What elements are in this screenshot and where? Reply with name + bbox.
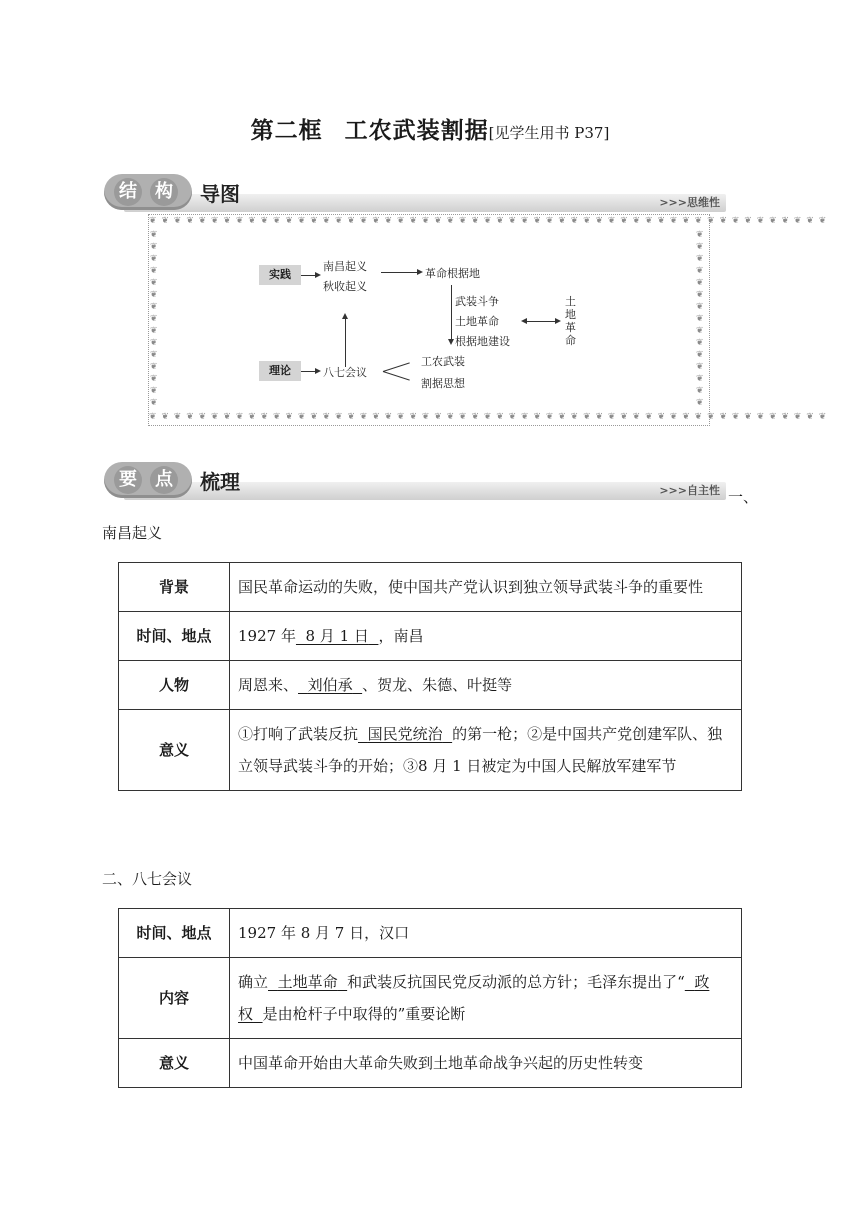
row-key: 意义 bbox=[119, 1039, 230, 1088]
row-value bbox=[230, 661, 742, 710]
page-title bbox=[0, 112, 860, 145]
table-row bbox=[119, 958, 742, 1039]
row-value: 国民革命运动的失败，使中国共产党认识到独立领导武装斗争的重要性 bbox=[230, 563, 742, 612]
arrow bbox=[555, 318, 561, 324]
text: 的第一枪；②是中国共产党创建军队、独立领导武装斗争的开始；③8 月 1 日被定为中国人民解放军建军节 bbox=[238, 725, 723, 775]
node-base-building: 根据地建设 bbox=[455, 335, 510, 348]
nanchang-table bbox=[118, 562, 742, 791]
blank-answer: 政权 bbox=[238, 973, 710, 1023]
blank-answer: 国民党统治 bbox=[367, 725, 443, 743]
banner-badge bbox=[104, 462, 192, 498]
node-idea-line1: 工农武装 bbox=[421, 355, 465, 368]
table-row bbox=[119, 909, 742, 958]
row-value: 中国革命开始由大革命失败到土地革命战争兴起的历史性转变 bbox=[230, 1039, 742, 1088]
connector bbox=[451, 285, 452, 341]
connector bbox=[527, 321, 557, 322]
text: 周恩来、 bbox=[238, 676, 299, 694]
arrow bbox=[315, 272, 321, 278]
fill-blank bbox=[358, 725, 452, 743]
key-points-banner bbox=[104, 460, 726, 508]
fill-blank bbox=[298, 676, 362, 694]
decorative-border-left: ❦❦❦❦❦❦❦❦❦❦❦❦❦❦❦ bbox=[150, 230, 158, 408]
row-value bbox=[230, 612, 742, 661]
table-row bbox=[119, 1039, 742, 1088]
badge-char: 结 bbox=[114, 178, 142, 206]
blank-answer: 刘伯承 bbox=[307, 676, 353, 694]
node-idea-line2: 割据思想 bbox=[421, 377, 465, 390]
row-key: 意义 bbox=[119, 710, 230, 791]
title-sub: 工农武装割据 bbox=[344, 118, 489, 144]
node-land-revolution-vertical: 土地革命 bbox=[565, 295, 576, 347]
text: 是由枪杆子中取得的”重要论断 bbox=[262, 1005, 466, 1023]
connector bbox=[383, 362, 410, 372]
connector bbox=[345, 317, 346, 367]
practice-label: 实践 bbox=[259, 265, 301, 285]
row-key: 时间、地点 bbox=[119, 909, 230, 958]
row-value: 1927 年 8 月 7 日，汉口 bbox=[230, 909, 742, 958]
connector bbox=[383, 371, 410, 381]
decorative-border-bottom: ❦ ❦ ❦ ❦ ❦ ❦ ❦ ❦ ❦ ❦ ❦ ❦ ❦ ❦ ❦ ❦ ❦ ❦ ❦ ❦ ❦ ❦ ❦ ❦ ❦ ❦ ❦ ❦ ❦ ❦ ❦ ❦ ❦ ❦ ❦ ❦ ❦ ❦ ❦ ❦ ❦ ❦ ❦ ❦ ❦ ❦ ❦ ❦ ❦ ❦ ❦ ❦ ❦ ❦ ❦ bbox=[149, 412, 828, 422]
node-nanchang: 南昌起义 bbox=[323, 260, 367, 273]
row-key: 时间、地点 bbox=[119, 612, 230, 661]
text: 确立 bbox=[238, 973, 269, 991]
structure-diagram bbox=[148, 214, 828, 426]
row-key: 人物 bbox=[119, 661, 230, 710]
banner-word: 梳理 bbox=[200, 470, 240, 494]
badge-char: 点 bbox=[150, 466, 178, 494]
table-row bbox=[119, 612, 742, 661]
text: ①打响了武装反抗 bbox=[238, 725, 359, 743]
row-key: 背景 bbox=[119, 563, 230, 612]
blank-answer: 8 月 1 日 bbox=[305, 627, 369, 645]
badge-char: 要 bbox=[114, 466, 142, 494]
part1-heading: 南昌起义 bbox=[102, 524, 163, 542]
title-main: 第二框 bbox=[250, 118, 323, 144]
banner-tagline: >>>思维性 bbox=[659, 196, 720, 209]
text: 和武装反抗国民党反动派的总方针；毛泽东提出了“ bbox=[347, 973, 685, 991]
node-base-area: 革命根据地 bbox=[425, 267, 480, 280]
decorative-border-top: ❦ ❦ ❦ ❦ ❦ ❦ ❦ ❦ ❦ ❦ ❦ ❦ ❦ ❦ ❦ ❦ ❦ ❦ ❦ ❦ ❦ ❦ ❦ ❦ ❦ ❦ ❦ ❦ ❦ ❦ ❦ ❦ ❦ ❦ ❦ ❦ ❦ ❦ ❦ ❦ ❦ ❦ ❦ ❦ ❦ ❦ ❦ ❦ ❦ ❦ ❦ ❦ ❦ ❦ ❦ bbox=[149, 216, 828, 226]
node-qiushou: 秋收起义 bbox=[323, 280, 367, 293]
structure-map-banner bbox=[104, 172, 726, 220]
arrow bbox=[315, 368, 321, 374]
text: ，南昌 bbox=[378, 627, 424, 645]
row-value bbox=[230, 958, 742, 1039]
node-land-revolution: 土地革命 bbox=[455, 315, 499, 328]
arrow bbox=[448, 339, 454, 345]
row-key: 内容 bbox=[119, 958, 230, 1039]
row-value bbox=[230, 710, 742, 791]
connector bbox=[381, 272, 421, 273]
arrow bbox=[417, 269, 423, 275]
section-number: 一、 bbox=[728, 488, 759, 506]
theory-label: 理论 bbox=[259, 361, 301, 381]
badge-char: 构 bbox=[150, 178, 178, 206]
blank-answer: 土地革命 bbox=[277, 973, 338, 991]
text: 、贺龙、朱德、叶挺等 bbox=[362, 676, 513, 694]
node-august7: 八七会议 bbox=[323, 366, 367, 379]
table-row bbox=[119, 710, 742, 791]
banner-badge bbox=[104, 174, 192, 210]
banner-word: 导图 bbox=[200, 182, 240, 206]
table-row bbox=[119, 661, 742, 710]
fill-blank bbox=[296, 627, 379, 645]
decorative-border-right: ❦❦❦❦❦❦❦❦❦❦❦❦❦❦❦ bbox=[696, 230, 704, 408]
arrow bbox=[342, 313, 348, 319]
table-row bbox=[119, 563, 742, 612]
title-reference: [见学生用书 P37] bbox=[488, 124, 610, 142]
text: 1927 年 bbox=[238, 627, 296, 645]
banner-tagline: >>>自主性 bbox=[659, 484, 720, 497]
node-armed-struggle: 武装斗争 bbox=[455, 295, 499, 308]
august7-table bbox=[118, 908, 742, 1088]
fill-blank bbox=[268, 973, 347, 991]
part2-heading: 二、八七会议 bbox=[102, 870, 193, 888]
